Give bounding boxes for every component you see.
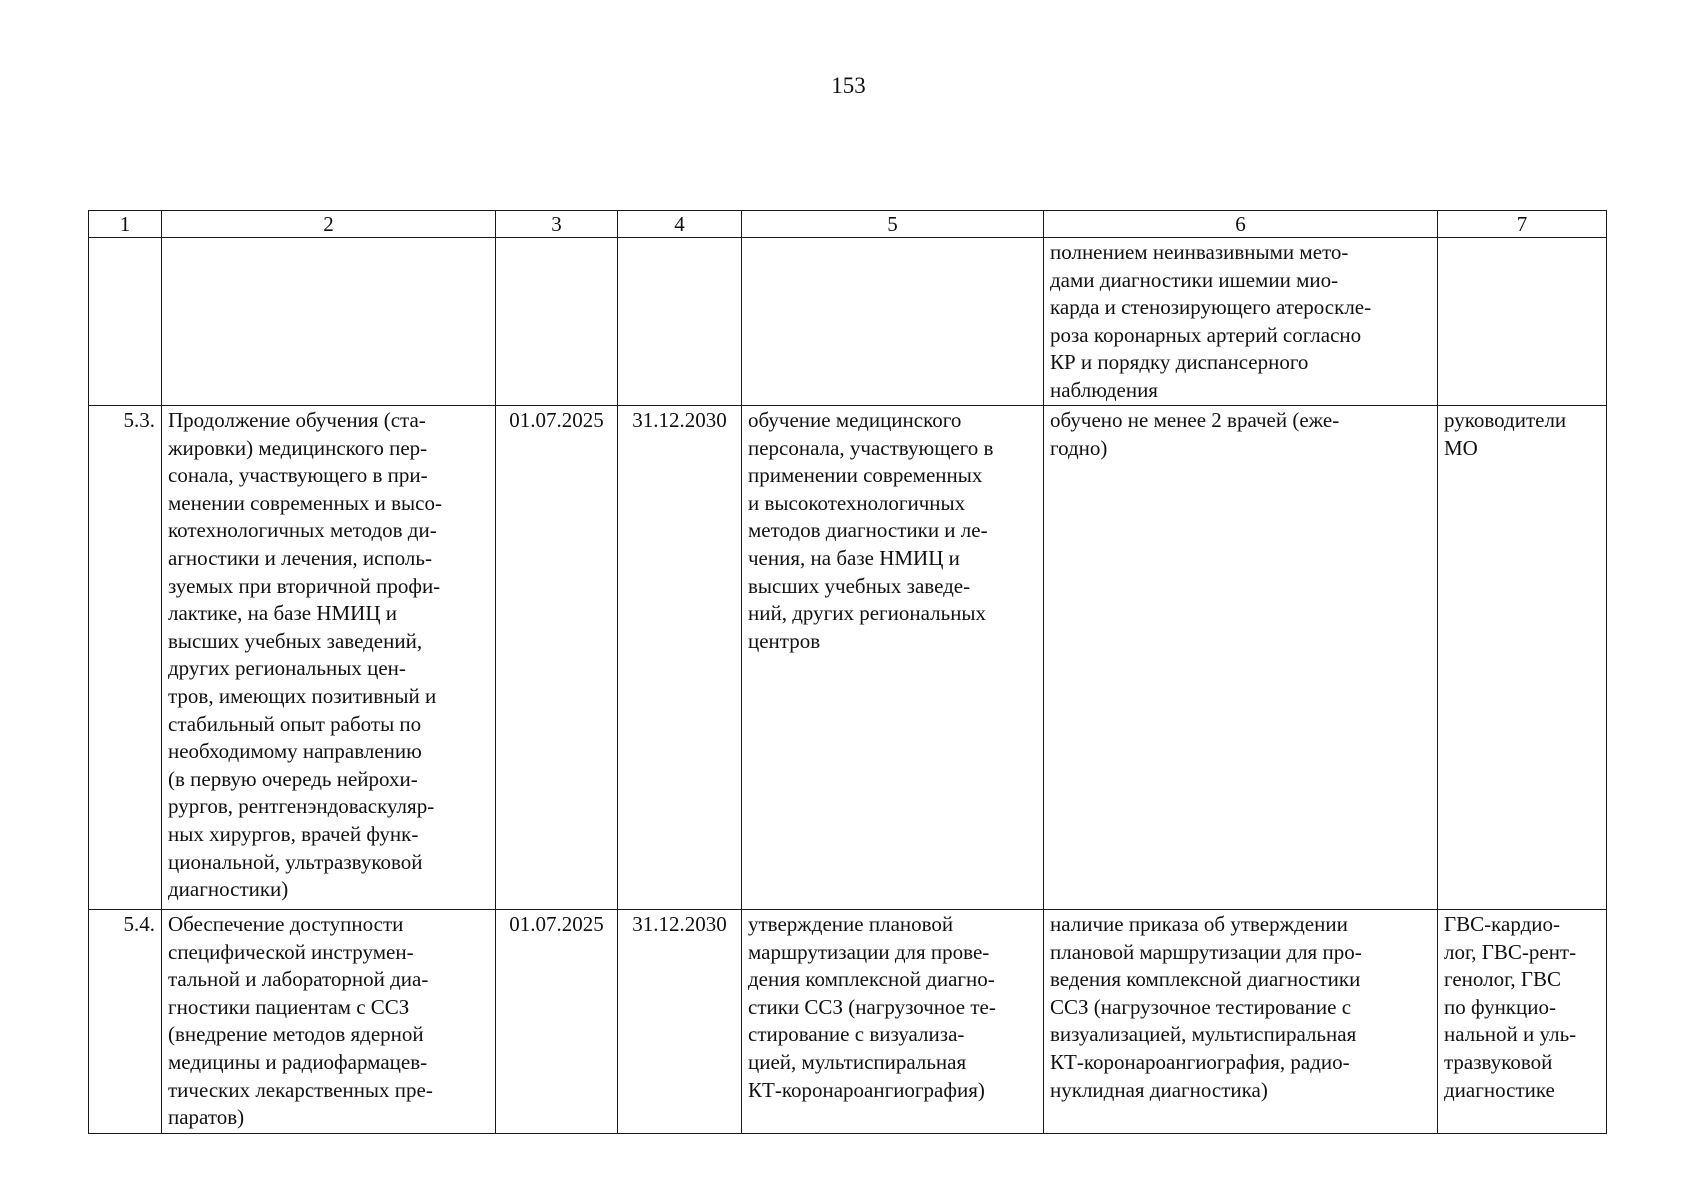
column-header: 5 — [742, 211, 1044, 238]
measure-text: Продолжение обучения (ста- жировки) медицинского пер- сонала, участвующего в при- менении современных и высо- котехнологичных методов ди- агностики и лечения, исполь- зуемых при вторичной профи- лактике, на базе НМИЦ и высших учебных заведений, других региональных цен- тров, имеющих позитивный и стабильный опыт работы по необходимому направлению (в первую очередь нейрохи- рургов, рентгенэндоваскуляр- ных хирургов, врачей функ- циональной, ультразвуковой диагностики) — [162, 406, 496, 910]
column-header: 7 — [1438, 211, 1607, 238]
end-date: 31.12.2030 — [618, 406, 742, 910]
row-number — [89, 238, 162, 406]
start-date — [496, 238, 618, 406]
start-date: 01.07.2025 — [496, 406, 618, 910]
indicator-text: обучено не менее 2 врачей (еже- годно) — [1044, 406, 1438, 910]
result-text: утверждение плановой маршрутизации для прове- дения комплексной диагно- стики ССЗ (нагрузочное те- стирование с визуализа- цией, мультиспиральная КТ-коронароангиография) — [742, 910, 1044, 1134]
result-text: обучение медицинского персонала, участвующего в применении современных и высокотехнологичных методов диагностики и ле- чения, на базе НМИЦ и высших учебных заведе- ний, других региональных центров — [742, 406, 1044, 910]
responsible-text: руководители МО — [1438, 406, 1607, 910]
table-row — [89, 406, 1607, 910]
column-header: 6 — [1044, 211, 1438, 238]
measure-text: Обеспечение доступности специфической инструмен- тальной и лабораторной диа- гностики пациентам с ССЗ (внедрение методов ядерной медицины и радиофармацев- тических лекарственных пре- паратов) — [162, 910, 496, 1134]
indicator-text: полнением неинвазивными мето- дами диагностики ишемии мио- карда и стенозирующего атероскле- роза коронарных артерий согласно КР и порядку диспансерного наблюдения — [1044, 238, 1438, 406]
result-text — [742, 238, 1044, 406]
page-number: 153 — [831, 73, 866, 98]
responsible-text: ГВС-кардио- лог, ГВС-рент- генолог, ГВС по функцио- нальной и уль- тразвуковой диагностике — [1438, 910, 1607, 1134]
column-header: 4 — [618, 211, 742, 238]
indicator-text: наличие приказа об утверждении плановой маршрутизации для про- ведения комплексной диагностики ССЗ (нагрузочное тестирование с визуализацией, мультиспиральная КТ-коронароангиография, радио- нуклидная диагностика) — [1044, 910, 1438, 1134]
measures-table — [88, 210, 1607, 1134]
column-header: 1 — [89, 211, 162, 238]
start-date: 01.07.2025 — [496, 910, 618, 1134]
column-header: 3 — [496, 211, 618, 238]
header-row — [89, 211, 1607, 238]
responsible-text — [1438, 238, 1607, 406]
end-date — [618, 238, 742, 406]
row-number: 5.3. — [89, 406, 162, 910]
table-row — [89, 238, 1607, 406]
row-number: 5.4. — [89, 910, 162, 1134]
column-header: 2 — [162, 211, 496, 238]
table-row — [89, 910, 1607, 1134]
end-date: 31.12.2030 — [618, 910, 742, 1134]
measure-text — [162, 238, 496, 406]
